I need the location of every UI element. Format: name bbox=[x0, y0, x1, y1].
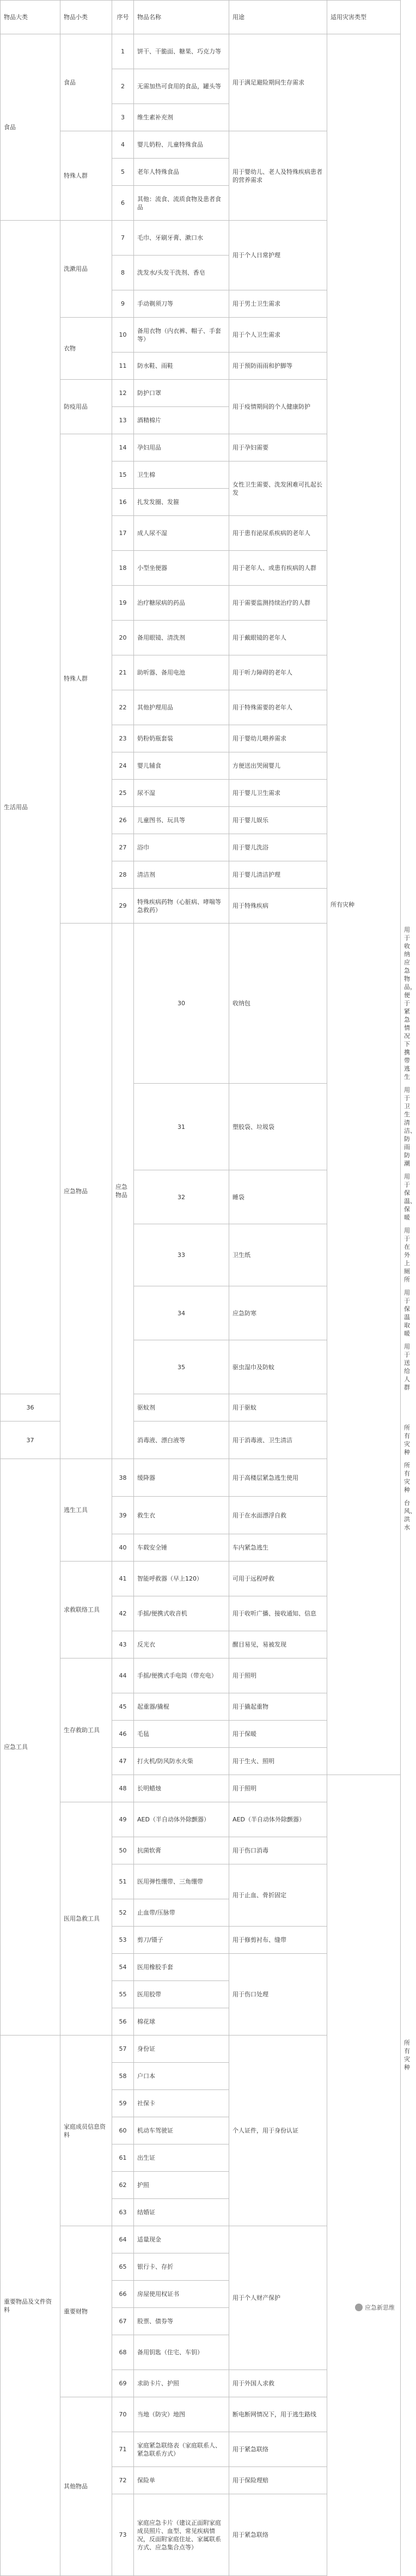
item-index: 25 bbox=[112, 780, 134, 807]
item-name: 无需加热可食用的食品，罐头等 bbox=[134, 69, 229, 104]
item-name: 结婚证 bbox=[134, 2199, 229, 2226]
category-cell: 食品 bbox=[1, 34, 60, 221]
item-index: 47 bbox=[112, 1748, 134, 1775]
item-index: 67 bbox=[112, 2308, 134, 2335]
table-row: 37 消毒液、漂白液等 用于消毒液、卫生清洁 所有灾种 bbox=[1, 1421, 401, 1459]
item-index: 68 bbox=[112, 2335, 134, 2370]
item-name: 卫生棉 bbox=[134, 461, 229, 489]
purpose-cell: 用于婴儿清洁护理 bbox=[229, 861, 327, 889]
item-name: 止血带/压脉带 bbox=[134, 1899, 229, 1927]
header-subcategory: 物品小类 bbox=[60, 1, 112, 34]
item-index: 41 bbox=[112, 1562, 134, 1596]
purpose-cell: 用于保险理赔 bbox=[229, 2467, 327, 2494]
subcategory-cell: 求救联络工具 bbox=[60, 1562, 112, 1658]
item-name: 防水鞋、雨鞋 bbox=[134, 353, 229, 380]
item-name: 智能呼救器（早上120） bbox=[134, 1562, 229, 1596]
purpose-cell: 个人证件，用于身份认证 bbox=[229, 2036, 327, 2226]
subcategory-cell: 特殊人群 bbox=[60, 131, 112, 221]
item-name: 手摇/便携式收音机 bbox=[134, 1596, 229, 1631]
item-index: 46 bbox=[112, 1721, 134, 1748]
item-name: 医用胶带 bbox=[134, 1981, 229, 2008]
item-index: 42 bbox=[112, 1596, 134, 1631]
item-index: 24 bbox=[112, 752, 134, 780]
item-name: 反光衣 bbox=[134, 1631, 229, 1658]
item-index: 2 bbox=[112, 69, 134, 104]
disaster-cell: 所有灾种 bbox=[327, 34, 401, 1775]
item-index: 34 bbox=[134, 1286, 229, 1340]
header-index: 序号 bbox=[112, 1, 134, 34]
item-name: 治疗糖尿病的药品 bbox=[134, 586, 229, 621]
header-purpose: 用途 bbox=[229, 1, 327, 34]
item-name: 银行卡、存折 bbox=[134, 2253, 229, 2281]
item-index: 38 bbox=[112, 1459, 134, 1497]
purpose-cell: 用于患有泌尿系疾病的老年人 bbox=[229, 516, 327, 551]
subcategory-cell: 食品 bbox=[60, 34, 112, 131]
item-name: 婴儿奶粉、儿童特殊食品 bbox=[134, 131, 229, 159]
wechat-logo-icon bbox=[355, 2304, 363, 2311]
item-index: 17 bbox=[112, 516, 134, 551]
item-name: 备用眼镜、清洗剂 bbox=[134, 621, 229, 655]
purpose-cell: 用于止血、骨折固定 bbox=[229, 1864, 327, 1927]
item-name: AED（半自动体外除颤器） bbox=[134, 1802, 229, 1837]
table-row: 35 驱虫湿巾及防蚊 用于送给人群 bbox=[1, 1340, 401, 1394]
item-name: 长明蜡烛 bbox=[134, 1775, 229, 1802]
item-name: 小型坐便器 bbox=[134, 551, 229, 586]
purpose-cell: 用于高楼层紧急逃生使用 bbox=[229, 1459, 327, 1497]
purpose-cell: 用于特殊需要的老年人 bbox=[229, 690, 327, 725]
purpose-cell: 用于紧急联络 bbox=[229, 2432, 327, 2467]
item-name: 房屋使用权证书 bbox=[134, 2281, 229, 2308]
purpose-cell: 用于疫情期间的个人健康防护 bbox=[229, 380, 327, 434]
item-name: 医用橡胶手套 bbox=[134, 1954, 229, 1981]
item-name: 特殊疾病药物（心脏病、哮喘等急救药） bbox=[134, 889, 229, 924]
item-name: 清洁剂 bbox=[134, 861, 229, 889]
item-index: 20 bbox=[112, 621, 134, 655]
subcategory-cell: 重要财物 bbox=[60, 2226, 112, 2397]
purpose-cell: 用于个人财产保护 bbox=[229, 2226, 327, 2370]
purpose-cell: 用于婴幼儿喂养需求 bbox=[229, 725, 327, 752]
purpose-cell: 用于伤口消毒 bbox=[229, 1837, 327, 1864]
table-row: 应急物品 应急物品 30 收纳包 用于收纳应急物品，便于紧急情况下携带逃生 bbox=[1, 924, 401, 1084]
header-category: 物品大类 bbox=[1, 1, 60, 34]
subcategory-cell: 衣物 bbox=[60, 318, 112, 380]
subcategory-cell: 逃生工具 bbox=[60, 1459, 112, 1562]
item-name: 车载安全锤 bbox=[134, 1534, 229, 1562]
purpose-cell: 用于外国人求救 bbox=[229, 2370, 327, 2397]
item-name: 饼干、干脆面、糖果、巧克力等 bbox=[134, 34, 229, 69]
table-row: 39 救生衣 用于在水面漂浮自救 台风、洪水 bbox=[1, 1497, 401, 1534]
item-name: 当地（防灾）地图 bbox=[134, 2397, 229, 2432]
item-index: 72 bbox=[112, 2467, 134, 2494]
item-index: 70 bbox=[112, 2397, 134, 2432]
item-index: 56 bbox=[112, 2008, 134, 2036]
item-name: 毛毡 bbox=[134, 1721, 229, 1748]
purpose-cell: AED（半自动体外除颤器） bbox=[229, 1802, 327, 1837]
item-index: 73 bbox=[112, 2494, 134, 2576]
item-name: 家庭应急卡片（建议正面附家庭成员照片、血型、常见疾病情况，反面附家庭住址、家属联系方式、应急集合点等） bbox=[134, 2494, 229, 2576]
category-cell: 重要物品及文件资料 bbox=[1, 2036, 60, 2576]
item-index: 18 bbox=[112, 551, 134, 586]
item-name: 应急防寒 bbox=[229, 1286, 327, 1340]
item-name: 护照 bbox=[134, 2172, 229, 2199]
purpose-cell: 用于保暖 bbox=[229, 1721, 327, 1748]
item-index: 7 bbox=[112, 221, 134, 256]
item-name: 驱蚊剂 bbox=[134, 1394, 229, 1421]
item-index: 35 bbox=[134, 1340, 229, 1394]
item-index: 62 bbox=[112, 2172, 134, 2199]
item-index: 36 bbox=[1, 1394, 60, 1421]
watermark-text: 应急新思维 bbox=[365, 2304, 395, 2311]
item-index: 50 bbox=[112, 1837, 134, 1864]
item-index: 55 bbox=[112, 1981, 134, 2008]
purpose-cell: 用于预防雨雨和护脚等 bbox=[229, 353, 327, 380]
item-name: 机动车驾驶证 bbox=[134, 2117, 229, 2144]
item-name: 儿童图书、玩具等 bbox=[134, 807, 229, 834]
table-row: 应急工具 逃生工具 38 缓降器 用于高楼层紧急逃生使用 所有灾种 bbox=[1, 1459, 401, 1497]
purpose-cell: 用于个人日常护理 bbox=[229, 221, 327, 290]
item-name: 起重器/撬棍 bbox=[134, 1693, 229, 1721]
item-name: 浴巾 bbox=[134, 834, 229, 861]
subcategory-cell: 生存救助工具 bbox=[60, 1658, 112, 1802]
item-index: 15 bbox=[112, 461, 134, 489]
item-name: 家庭紧急联络表（家庭联系人、紧急联系方式） bbox=[134, 2432, 229, 2467]
item-index: 3 bbox=[112, 104, 134, 131]
table-row bbox=[1, 2226, 401, 2253]
purpose-cell: 用于驱蚊 bbox=[229, 1394, 327, 1421]
item-name: 备用钥匙（住宅、车钥） bbox=[134, 2335, 229, 2370]
item-name: 消毒液、漂白液等 bbox=[134, 1421, 229, 1459]
item-index: 33 bbox=[134, 1224, 229, 1286]
table-row: 40 车载安全锤 车内紧急逃生 所有灾种 bbox=[1, 1534, 401, 1562]
item-name: 其他：流食、流质食物及患者食品 bbox=[134, 186, 229, 221]
item-name: 社保卡 bbox=[134, 2090, 229, 2117]
purpose-cell: 用于消毒液、卫生清洁 bbox=[229, 1421, 327, 1459]
item-index: 66 bbox=[112, 2281, 134, 2308]
table-row: 34 应急防寒 用于保温取暖 bbox=[1, 1286, 401, 1340]
item-name: 毛巾、牙刷牙膏、漱口水 bbox=[134, 221, 229, 256]
subcategory-cell: 洗漱用品 bbox=[60, 221, 112, 318]
table-header-row bbox=[1, 1, 401, 34]
purpose-cell: 用于照明 bbox=[229, 1775, 327, 1802]
item-index: 27 bbox=[112, 834, 134, 861]
table-row: 32 睡袋 用于保温、保暖 bbox=[1, 1170, 401, 1224]
item-index: 39 bbox=[112, 1497, 134, 1534]
purpose-cell: 用于戴眼镜的老年人 bbox=[229, 621, 327, 655]
item-name: 备用衣物（内衣裤、帽子、手套等） bbox=[134, 318, 229, 353]
item-name: 求助卡片、护照 bbox=[134, 2370, 229, 2397]
item-name: 出生证 bbox=[134, 2144, 229, 2172]
item-name: 防护口罩 bbox=[134, 380, 229, 407]
item-index: 63 bbox=[112, 2199, 134, 2226]
purpose-cell: 用于听力障碍的老年人 bbox=[229, 655, 327, 690]
item-index: 23 bbox=[112, 725, 134, 752]
subcategory-cell: 防疫用品 bbox=[60, 380, 112, 434]
item-index: 8 bbox=[112, 256, 134, 290]
table-row: 31 塑胶袋、垃圾袋 用于卫生清洁、防雨防潮 bbox=[1, 1084, 401, 1170]
item-index: 31 bbox=[134, 1084, 229, 1170]
subcategory-cell: 应急物品 bbox=[112, 924, 134, 1459]
item-name: 救生衣 bbox=[134, 1497, 229, 1534]
item-index: 69 bbox=[112, 2370, 134, 2397]
item-name: 婴儿辅食 bbox=[134, 752, 229, 780]
item-name: 剪刀/镊子 bbox=[134, 1927, 229, 1954]
item-index: 10 bbox=[112, 318, 134, 353]
purpose-cell: 用于老年人、或患有疾病的人群 bbox=[229, 551, 327, 586]
purpose-cell: 车内紧急逃生 bbox=[229, 1534, 327, 1562]
item-index: 51 bbox=[112, 1864, 134, 1899]
item-index: 13 bbox=[112, 407, 134, 434]
purpose-cell: 用于个人卫生需求 bbox=[229, 318, 327, 353]
item-index: 37 bbox=[1, 1421, 60, 1459]
item-index: 19 bbox=[112, 586, 134, 621]
item-index: 45 bbox=[112, 1693, 134, 1721]
purpose-cell: 用于婴儿娱乐 bbox=[229, 807, 327, 834]
item-name: 缓降器 bbox=[134, 1459, 229, 1497]
purpose-cell: 用于收听广播、接收通知、信息 bbox=[229, 1596, 327, 1631]
item-name: 酒精棉片 bbox=[134, 407, 229, 434]
item-index: 43 bbox=[112, 1631, 134, 1658]
item-name: 塑胶袋、垃圾袋 bbox=[229, 1084, 327, 1170]
item-name: 医用弹性绷带、三角绷带 bbox=[134, 1864, 229, 1899]
item-name: 股票、债券等 bbox=[134, 2308, 229, 2335]
purpose-cell: 用于婴儿卫生需求 bbox=[229, 780, 327, 807]
purpose-cell: 用于修剪衬布、缝带 bbox=[229, 1927, 327, 1954]
item-name: 手摇/便携式手电筒（带充电） bbox=[134, 1658, 229, 1693]
item-index: 1 bbox=[112, 34, 134, 69]
item-index: 57 bbox=[112, 2036, 134, 2063]
item-name: 手动剃须刀等 bbox=[134, 290, 229, 318]
item-name: 身份证 bbox=[134, 2036, 229, 2063]
item-index: 52 bbox=[112, 1899, 134, 1927]
item-index: 40 bbox=[112, 1534, 134, 1562]
item-name: 收纳包 bbox=[229, 924, 327, 1084]
item-name: 洗发水/头发干洗剂、香皂 bbox=[134, 256, 229, 290]
purpose-cell: 用于紧急联络 bbox=[229, 2494, 327, 2576]
item-index: 11 bbox=[112, 353, 134, 380]
item-name: 其他护理用品 bbox=[134, 690, 229, 725]
header-item-name: 物品名称 bbox=[134, 1, 229, 34]
item-name: 成人尿不湿 bbox=[134, 516, 229, 551]
category-cell: 应急物品 bbox=[60, 924, 112, 1459]
item-index: 4 bbox=[112, 131, 134, 159]
item-index: 22 bbox=[112, 690, 134, 725]
purpose-cell: 用于婴幼儿、老人及特殊疾病患者的营养需求 bbox=[229, 131, 327, 221]
table-row bbox=[1, 34, 401, 69]
item-name: 扎发发圈、发箍 bbox=[134, 489, 229, 516]
category-cell: 生活用品 bbox=[1, 221, 60, 1394]
item-index: 16 bbox=[112, 489, 134, 516]
item-name: 打火机/防风防水火柴 bbox=[134, 1748, 229, 1775]
subcategory-cell: 家庭成员信息资料 bbox=[60, 2036, 112, 2226]
table-row bbox=[1, 2397, 401, 2432]
item-index: 12 bbox=[112, 380, 134, 407]
item-name: 户口本 bbox=[134, 2063, 229, 2090]
item-name: 维生素补充剂 bbox=[134, 104, 229, 131]
item-name: 孕妇用品 bbox=[134, 434, 229, 461]
purpose-cell: 用于特殊疾病 bbox=[229, 889, 327, 924]
purpose-cell: 用于男士卫生需求 bbox=[229, 290, 327, 318]
purpose-cell: 用于撬起重物 bbox=[229, 1693, 327, 1721]
item-index: 48 bbox=[112, 1775, 134, 1802]
subcategory-cell: 其他物品 bbox=[60, 2397, 112, 2576]
subcategory-cell: 特殊人群 bbox=[60, 434, 112, 924]
item-index: 30 bbox=[134, 924, 229, 1084]
item-name: 驱虫湿巾及防蚊 bbox=[229, 1340, 327, 1394]
item-name: 奶粉奶瓶套装 bbox=[134, 725, 229, 752]
purpose-cell: 断电断网情况下，用于逃生路线 bbox=[229, 2397, 327, 2432]
item-index: 29 bbox=[112, 889, 134, 924]
item-index: 32 bbox=[134, 1170, 229, 1224]
purpose-cell: 用于在水面漂浮自救 bbox=[229, 1497, 327, 1534]
item-name: 卫生纸 bbox=[229, 1224, 327, 1286]
item-index: 5 bbox=[112, 159, 134, 186]
item-index: 53 bbox=[112, 1927, 134, 1954]
purpose-cell: 用于需要监测持续治疗的人群 bbox=[229, 586, 327, 621]
purpose-cell: 女性卫生需要、洗发困难可扎起长发 bbox=[229, 461, 327, 516]
item-index: 6 bbox=[112, 186, 134, 221]
item-index: 9 bbox=[112, 290, 134, 318]
purpose-cell: 用于婴儿洗浴 bbox=[229, 834, 327, 861]
item-index: 59 bbox=[112, 2090, 134, 2117]
item-index: 14 bbox=[112, 434, 134, 461]
item-name: 睡袋 bbox=[229, 1170, 327, 1224]
item-name: 助听器、备用电池 bbox=[134, 655, 229, 690]
item-name: 老年人特殊食品 bbox=[134, 159, 229, 186]
table-row bbox=[1, 2036, 401, 2063]
purpose-cell: 用于满足避险期间生存需求 bbox=[229, 34, 327, 131]
item-name: 保险单 bbox=[134, 2467, 229, 2494]
subcategory-cell: 医用急救工具 bbox=[60, 1802, 112, 2036]
item-name: 尿不湿 bbox=[134, 780, 229, 807]
item-name: 适量现金 bbox=[134, 2226, 229, 2253]
purpose-cell: 用于照明 bbox=[229, 1658, 327, 1693]
item-index: 26 bbox=[112, 807, 134, 834]
purpose-cell: 用于伤口处理 bbox=[229, 1954, 327, 2036]
table-row: 33 卫生纸 用于在外上厕所 bbox=[1, 1224, 401, 1286]
item-index: 61 bbox=[112, 2144, 134, 2172]
purpose-cell: 可用于远程呼救 bbox=[229, 1562, 327, 1596]
header-disaster-type: 适用灾害类型 bbox=[327, 1, 401, 34]
purpose-cell: 用于生火、照明 bbox=[229, 1748, 327, 1775]
item-index: 28 bbox=[112, 861, 134, 889]
item-index: 65 bbox=[112, 2253, 134, 2281]
item-index: 54 bbox=[112, 1954, 134, 1981]
category-cell: 应急工具 bbox=[1, 1459, 60, 2036]
watermark bbox=[353, 2302, 397, 2313]
purpose-cell: 醒目易见，易被发现 bbox=[229, 1631, 327, 1658]
purpose-cell: 用于孕妇需要 bbox=[229, 434, 327, 461]
item-name: 抗菌软膏 bbox=[134, 1837, 229, 1864]
item-index: 60 bbox=[112, 2117, 134, 2144]
item-index: 21 bbox=[112, 655, 134, 690]
item-name: 棉花球 bbox=[134, 2008, 229, 2036]
purpose-cell: 方便送出哭闹婴儿 bbox=[229, 752, 327, 780]
item-index: 49 bbox=[112, 1802, 134, 1837]
table-row bbox=[1, 1802, 401, 1837]
item-index: 64 bbox=[112, 2226, 134, 2253]
item-index: 58 bbox=[112, 2063, 134, 2090]
item-index: 71 bbox=[112, 2432, 134, 2467]
item-index: 44 bbox=[112, 1658, 134, 1693]
